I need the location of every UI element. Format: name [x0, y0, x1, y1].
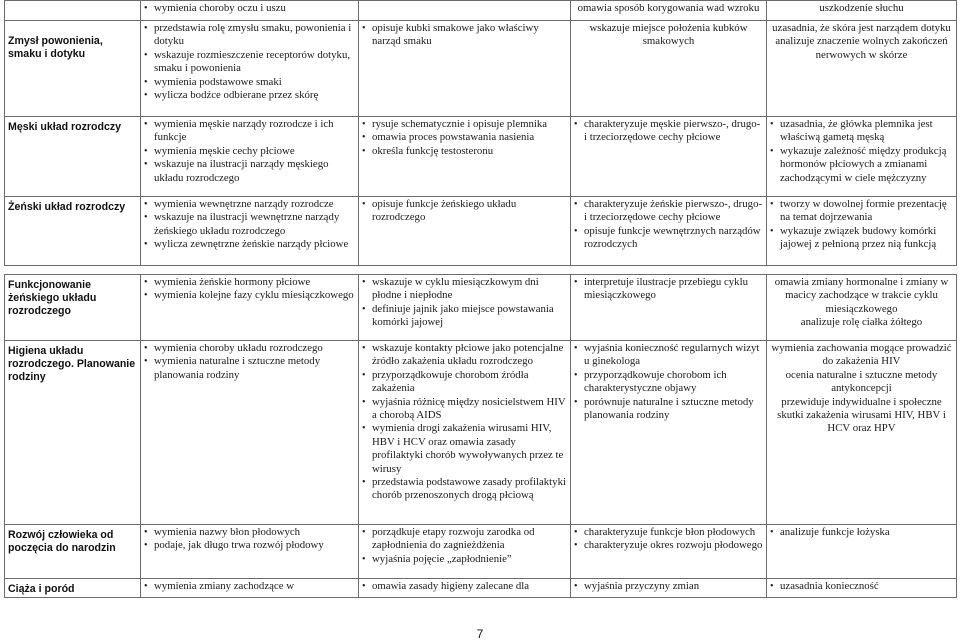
list-item: • wymienia drogi zakażenia wirusami HIV, HBV i HCV oraz omawia zasady profilaktyki chorób wywoływanych przez te wirusy [362, 422, 567, 476]
list-item: • wymienia naturalne i sztuczne metody planowania rodziny [144, 355, 355, 382]
list-item: • wymienia choroby układu rozrodczego [144, 342, 355, 355]
level-cell [141, 1, 359, 21]
list-item: • określa funkcję testosteronu [362, 145, 567, 158]
level-cell [359, 1, 571, 21]
list-item: • wymienia podstawowe smaki [144, 76, 355, 89]
level-cell [571, 341, 767, 525]
list-item: wskazuje miejsce położenia kubków smakowych [589, 22, 748, 48]
level-cell [141, 579, 359, 598]
level-cell [571, 1, 767, 21]
list-item: • wyjaśnia różnicę między nosicielstwem HIV a chorobą AIDS [362, 396, 567, 423]
list-item: • wyjaśnia pojęcie „zapłodnienie” [362, 553, 567, 566]
list-item: • wymienia męskie cechy płciowe [144, 145, 355, 158]
list-item: • wylicza bodźce odbierane przez skórę [144, 89, 355, 102]
list-item: • charakteryzuje funkcje błon płodowych [574, 526, 763, 539]
level-cell [359, 341, 571, 525]
list-item: • omawia zasady higieny zalecane dla [362, 580, 567, 593]
list-item: • podaje, jak długo trwa rozwój płodowy [144, 539, 355, 552]
list-item: ocenia naturalne i sztuczne metody antykoncepcji [785, 368, 938, 395]
list-item: • rysuje schematycznie i opisuje plemnika [362, 118, 567, 131]
list-item: • wyjaśnia przyczyny zmian [574, 580, 763, 593]
table-row [5, 341, 957, 525]
topic-cell: Męski układ rozrodczy [5, 117, 141, 197]
level-cell [767, 341, 957, 525]
level-cell [359, 117, 571, 197]
list-item: • definiuje jajnik jako miejsce powstawania komórki jajowej [362, 303, 567, 330]
list-item: • wskazuje kontakty płciowe jako potencjalne źródło zakażenia układu rozrodczego [362, 342, 567, 369]
list-item: • omawia proces powstawania nasienia [362, 131, 567, 144]
list-item: • przedstawia rolę zmysłu smaku, powonienia i dotyku [144, 22, 355, 49]
list-item: uzasadnia, że skóra jest narządem dotyku [772, 22, 951, 34]
level-cell [571, 579, 767, 598]
list-item: • wskazuje rozmieszczenie receptorów dotyku, smaku i powonienia [144, 49, 355, 76]
table-row [5, 275, 957, 341]
list-item: • wymienia męskie narządy rozrodcze i ich funkcje [144, 118, 355, 145]
topic-cell: Żeński układ rozrodczy [5, 197, 141, 266]
list-item: • przyporządkowuje chorobom źródła zakażenia [362, 369, 567, 396]
level-cell [359, 197, 571, 266]
list-item: uszkodzenie słuchu [819, 2, 904, 14]
level-cell [359, 21, 571, 117]
list-item: • uzasadnia konieczność [770, 580, 953, 593]
list-item: analizuje znaczenie wolnych zakończeń nerwowych w skórze [775, 35, 948, 61]
level-cell [359, 275, 571, 341]
level-cell [571, 21, 767, 117]
list-item: • przyporządkowuje chorobom ich charakterystyczne objawy [574, 369, 763, 396]
list-item: • wskazuje w cyklu miesiączkowym dni płodne i niepłodne [362, 276, 567, 303]
table-row [5, 21, 957, 117]
list-item: • wymienia kolejne fazy cyklu miesiączkowego [144, 289, 355, 302]
level-cell [571, 117, 767, 197]
level-cell [141, 341, 359, 525]
list-item: • opisuje funkcje wewnętrznych narządów rozrodczych [574, 225, 763, 252]
topic-cell: Higiena układu rozrodczego. Planowanie rodziny [5, 341, 141, 525]
level-cell [571, 275, 767, 341]
list-item: • wymienia choroby oczu i uszu [144, 2, 355, 15]
list-item: • wykazuje związek budowy komórki jajowej z pełnioną przez nią funkcją [770, 225, 953, 252]
level-cell [571, 197, 767, 266]
list-item: • wymienia wewnętrzne narządy rozrodcze [144, 198, 355, 211]
table-row [5, 579, 957, 598]
level-cell [359, 579, 571, 598]
list-item: omawia zmiany hormonalne i zmiany w macicy zachodzące w trakcie cyklu miesiączkowego [774, 276, 949, 315]
list-item: • interpretuje ilustracje przebiegu cyklu miesiączkowego [574, 276, 763, 303]
list-item: • uzasadnia, że główka plemnika jest właściwą gametą męską [770, 118, 953, 145]
list-item: omawia sposób korygowania wad wzroku [577, 2, 760, 14]
table-row [5, 197, 957, 266]
list-item: • charakteryzuje żeńskie pierwszo-, drugo- i trzeciorzędowe cechy płciowe [574, 198, 763, 225]
list-item: • opisuje funkcje żeńskiego układu rozrodczego [362, 198, 567, 225]
level-cell [767, 275, 957, 341]
level-cell [767, 197, 957, 266]
table-row [5, 525, 957, 579]
level-cell [141, 117, 359, 197]
topic-cell: Rozwój człowieka od poczęcia do narodzin [5, 525, 141, 579]
level-cell [767, 1, 957, 21]
topic-cell: Funkcjonowanie żeńskiego układu rozrodczego [5, 275, 141, 341]
list-item: • tworzy w dowolnej formie prezentację na temat dojrzewania [770, 198, 953, 225]
level-cell [141, 197, 359, 266]
topic-cell: Ciąża i poród [5, 579, 141, 598]
curriculum-table [4, 0, 957, 598]
list-item: wymienia zachowania mogące prowadzić do zakażenia HIV [771, 342, 952, 368]
level-cell [767, 579, 957, 598]
list-item: • porównuje naturalne i sztuczne metody planowania rodziny [574, 396, 763, 423]
list-item: • wskazuje na ilustracji narządy męskiego układu rozrodczego [144, 158, 355, 185]
list-item: analizuje rolę ciałka żółtego [800, 316, 923, 329]
level-cell [767, 21, 957, 117]
level-cell [571, 525, 767, 579]
list-item: • wykazuje zależność między produkcją hormonów płciowych a zmianami zachodzącymi w ciele mężczyzny [770, 145, 953, 185]
table-row [5, 1, 957, 21]
list-item: • wymienia zmiany zachodzące w [144, 580, 355, 593]
level-cell [767, 525, 957, 579]
table-row [5, 117, 957, 197]
list-item: • przedstawia podstawowe zasady profilaktyki chorób przenoszonych drogą płciową [362, 476, 567, 503]
list-item: • analizuje funkcje łożyska [770, 526, 953, 539]
list-item: • porządkuje etapy rozwoju zarodka od zapłodnienia do zagnieżdżenia [362, 526, 567, 553]
list-item: • charakteryzuje męskie pierwszo-, drugo- i trzeciorzędowe cechy płciowe [574, 118, 763, 145]
level-cell [141, 275, 359, 341]
list-item: przewiduje indywidualne i społeczne skutki zakażenia wirusami HIV, HBV i HCV oraz HPV [777, 395, 946, 435]
list-item: • wymienia żeńskie hormony płciowe [144, 276, 355, 289]
level-cell [141, 21, 359, 117]
list-item: • wskazuje na ilustracji wewnętrzne narządy żeńskiego układu rozrodczego [144, 211, 355, 238]
topic-cell: Zmysł powonienia, smaku i dotyku [5, 21, 141, 117]
level-cell [141, 525, 359, 579]
list-item: • opisuje kubki smakowe jako właściwy narząd smaku [362, 22, 567, 49]
list-item: • wylicza zewnętrzne żeńskie narządy płciowe [144, 238, 355, 251]
list-item: • charakteryzuje okres rozwoju płodowego [574, 539, 763, 552]
level-cell [359, 525, 571, 579]
page-number: 7 [476, 627, 484, 641]
list-item: • wyjaśnia konieczność regularnych wizyt u ginekologa [574, 342, 763, 369]
list-item: • wymienia nazwy błon płodowych [144, 526, 355, 539]
topic-cell [5, 1, 141, 21]
level-cell [767, 117, 957, 197]
